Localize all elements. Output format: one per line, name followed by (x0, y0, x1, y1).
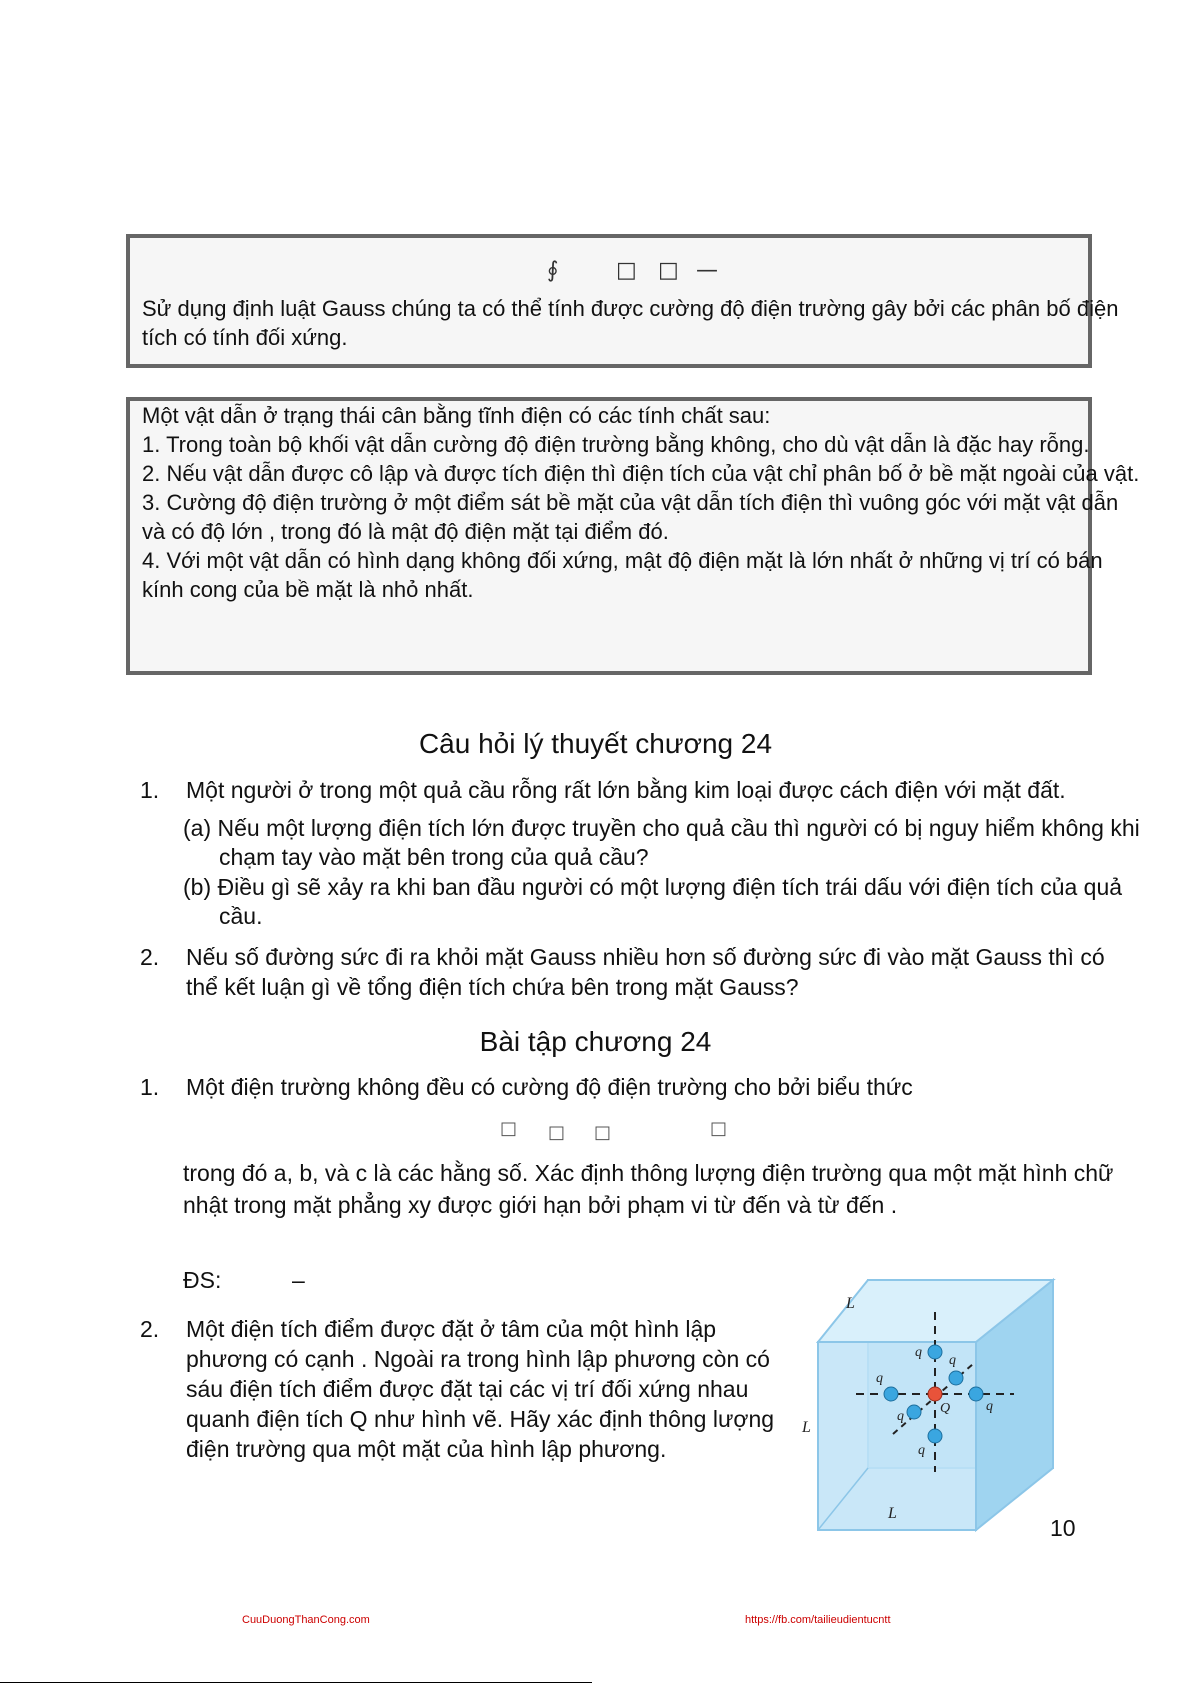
theory-q1b-text: (b) Điều gì sẽ xảy ra khi ban đầu người có một lượng điện tích trái dấu với điện tích của quả cầu. (183, 874, 1123, 929)
charge-label-bottom: q (918, 1443, 925, 1458)
formula-placeholder-glyph: □ (658, 258, 679, 283)
footer-right-link[interactable]: https://fb.com/tailieudientucntt (745, 1614, 891, 1626)
charge-label-right: q (986, 1399, 993, 1414)
exercise-1-body: trong đó a, b, và c là các hằng số. Xác định thông lượng điện trường qua một mặt hình chữ nhật trong mặt phẳng xy được giới hạn bởi phạm vi từ đến và từ đến . (183, 1160, 1114, 1218)
charge-left (884, 1387, 898, 1401)
conductor-property-4: 4. Với một vật dẫn có hình dạng không đối xứng, mật độ điện mặt là lớn nhất ở những vị trí có bán kính cong của bề mặt là nhỏ nhất. (142, 548, 1103, 602)
exercise-1-intro: Một điện trường không đều có cường độ điện trường cho bởi biểu thức (186, 1074, 913, 1100)
charge-label-front: q (897, 1409, 904, 1424)
charge-label-left: q (876, 1371, 883, 1386)
page-number: 10 (1050, 1515, 1076, 1541)
theory-q1-number: 1. (140, 777, 160, 803)
charge-label-back: q (949, 1353, 956, 1368)
conductor-property-1: 1. Trong toàn bộ khối vật dẫn cường độ điện trường bằng không, cho dù vật dẫn là đặc hay rỗng. (142, 432, 1090, 457)
theory-q1a-text: (a) Nếu một lượng điện tích lớn được truyền cho quả cầu thì người có bị nguy hiểm không khi chạm tay vào mặt bên trong của quả cầu? (183, 815, 1140, 870)
gauss-law-text: Sử dụng định luật Gauss chúng ta có thể tính được cường độ điện trường gây bởi các phân bố điện tích có tính đối xứng. (142, 296, 1119, 350)
formula-placeholder-glyph: □ (548, 1122, 566, 1143)
formula-placeholder-glyph: □ (594, 1122, 612, 1143)
charge-center (928, 1387, 942, 1401)
exercise-1-answer-glyph: – (292, 1267, 305, 1293)
charge-top (928, 1345, 942, 1359)
conductor-intro: Một vật dẫn ở trạng thái cân bằng tĩnh điện có các tính chất sau: (142, 403, 771, 428)
theory-q2-text: Nếu số đường sức đi ra khỏi mặt Gauss nhiều hơn số đường sức đi vào mặt Gauss thì có thể kết luận gì về tổng điện tích chứa bên trong mặt Gauss? (186, 944, 1105, 1000)
integral-glyph: ∮ (547, 258, 559, 283)
fraction-bar-glyph: — (696, 258, 718, 283)
conductor-property-3: 3. Cường độ điện trường ở một điểm sát bề mặt của vật dẫn tích điện thì vuông góc với mặt vật dẫn và có độ lớn , trong đó là mật độ điện mặt tại điểm đó. (142, 490, 1119, 544)
conductor-properties-box (126, 397, 1140, 675)
theory-q1-text: Một người ở trong một quả cầu rỗng rất lớn bằng kim loại được cách điện với mặt đất. (186, 777, 1066, 803)
theory-q2-number: 2. (140, 944, 160, 970)
charge-right (969, 1387, 983, 1401)
charge-back (949, 1371, 963, 1385)
footer-left-link[interactable]: CuuDuongThanCong.com (242, 1614, 370, 1626)
exercises-heading: Bài tập chương 24 (479, 1026, 712, 1057)
edge-label-left: L (802, 1419, 811, 1436)
theory-heading: Câu hỏi lý thuyết chương 24 (418, 728, 773, 759)
exercise-2-number: 2. (140, 1316, 160, 1342)
bottom-rule (0, 1682, 592, 1683)
cube-charges-figure (798, 1272, 1060, 1534)
formula-placeholder-glyph: □ (500, 1118, 518, 1139)
gauss-law-summary-box (126, 234, 1119, 368)
edge-label-top: L (846, 1295, 855, 1312)
edge-label-bottom: L (888, 1505, 897, 1522)
charge-bottom (928, 1429, 942, 1443)
gauss-law-formula (142, 238, 1088, 294)
exercise-1-number: 1. (140, 1074, 160, 1100)
conductor-property-2: 2. Nếu vật dẫn được cô lập và được tích điện thì điện tích của vật chỉ phân bố ở bề mặt ngoài của vật. (142, 461, 1140, 486)
formula-placeholder-glyph: □ (616, 258, 637, 283)
charge-front (907, 1405, 921, 1419)
charge-label-top: q (915, 1345, 922, 1360)
exercise-1-answer-label: ĐS: (183, 1267, 222, 1293)
exercise-2-body: Một điện tích điểm được đặt ở tâm của một hình lập phương có cạnh . Ngoài ra trong hình lập phương còn có sáu điện tích điểm được đặt tại các vị trí đối xứng nhau quanh điện tích Q như hình vẽ. Hãy xác định thông lượng điện trường qua một mặt của hình lập phương. (186, 1316, 775, 1462)
center-label: Q (940, 1401, 951, 1416)
formula-placeholder-glyph: □ (710, 1118, 728, 1139)
